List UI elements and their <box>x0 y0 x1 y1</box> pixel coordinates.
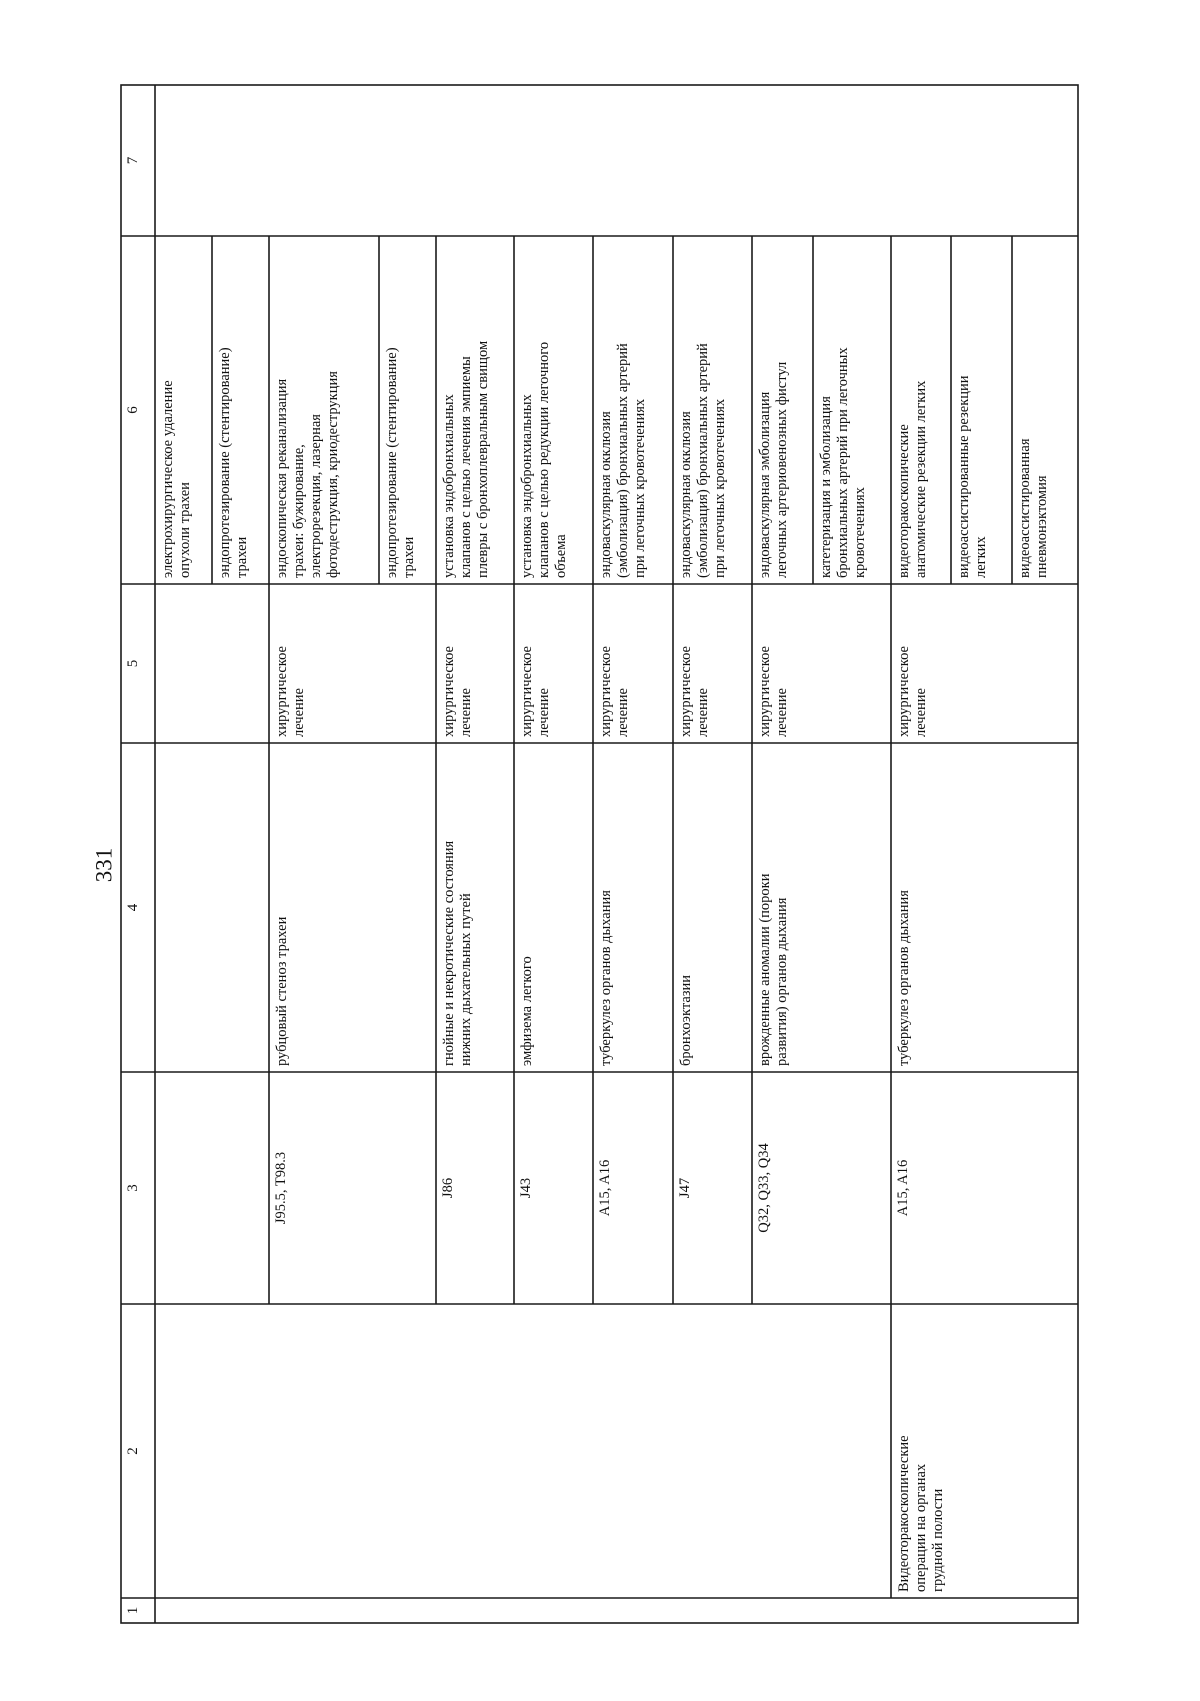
cell-text: хирургическое лечение <box>519 646 552 737</box>
cell-text: хирургическое лечение <box>598 646 631 737</box>
table-cell <box>891 1304 1078 1598</box>
table-cell <box>593 236 673 584</box>
table-cell <box>891 1072 1078 1304</box>
cell-text: J95.5, T98.3 <box>273 1151 289 1225</box>
cell-text: катетеризация и эмболизация бронхиальных артерий при легочных кровотечениях <box>818 347 868 578</box>
table-cell <box>673 743 752 1072</box>
table-cell <box>436 584 514 743</box>
table-cell <box>752 584 891 743</box>
cell-text: установка эндобронхиальных клапанов с целью редукции легочного объема <box>519 341 569 578</box>
cell-text: рубцовый стеноз трахеи <box>274 916 290 1066</box>
header-col-1 <box>121 1598 155 1623</box>
table-cell <box>813 236 891 584</box>
table-cell <box>673 236 752 584</box>
cell-text: Q32, Q33, Q34 <box>756 1143 772 1233</box>
table-cell <box>269 584 436 743</box>
cell-text: хирургическое лечение <box>757 646 790 737</box>
header-col-6 <box>121 236 155 584</box>
table-cell <box>269 1072 436 1304</box>
table-cell <box>951 236 1012 584</box>
table-cell <box>673 1072 752 1304</box>
table-cell <box>379 236 436 584</box>
table-cell <box>514 584 593 743</box>
table-cell <box>891 236 951 584</box>
cell-text: эндоскопическая реканализация трахеи: бужирование, электрорезекция, лазерная фотодеструкция, криодеструкция <box>274 371 341 578</box>
cell-text: эндоваскулярная эмболизация легочных артериовенозных фистул <box>757 361 790 578</box>
cell-text: установка эндобронхиальных клапанов с целью лечения эмпиемы плевры с бронхоплевральным свищом <box>441 340 491 578</box>
table-cell <box>212 236 269 584</box>
cell-text: видеоторакоскопические анатомические резекции легких <box>896 380 929 578</box>
header-col-4 <box>121 743 155 1072</box>
cell-text: A15, A16 <box>597 1159 613 1217</box>
cell-text: видеоассистированная пневмонэктомия <box>1017 438 1050 578</box>
cell-text: A15, A16 <box>895 1159 911 1217</box>
page-number-text: 331 <box>91 847 116 883</box>
cell-text: гнойные и некротические состояния нижних дыхательных путей <box>441 840 474 1066</box>
table-cell <box>436 236 514 584</box>
cell-text: эндоваскулярная окклюзия (эмболизация) бронхиальных артерий при легочных кровотечениях <box>598 343 648 578</box>
table-cell <box>436 743 514 1072</box>
table-cell <box>514 236 593 584</box>
cell-text: бронхоэктазии <box>678 974 694 1066</box>
table-cell <box>891 584 1078 743</box>
table-cell <box>673 584 752 743</box>
header-col-7-text: 7 <box>125 156 141 165</box>
table-cell <box>514 1072 593 1304</box>
table-cell <box>752 1072 891 1304</box>
cell-text: эндопротезирование (стентирование) трахеи <box>217 347 250 578</box>
table-cell <box>752 236 813 584</box>
header-col-1-text: 1 <box>125 1606 141 1615</box>
table-cell <box>752 743 891 1072</box>
cell-text: J47 <box>677 1177 693 1199</box>
table-cell <box>1012 236 1078 584</box>
header-col-2 <box>121 1304 155 1598</box>
cell-text: Видеоторакоскопические операции на органах грудной полости <box>896 1435 946 1592</box>
header-col-4-text: 4 <box>125 903 141 912</box>
cell-text: электрохирургическое удаление опухоли трахеи <box>160 380 193 578</box>
header-col-5 <box>121 584 155 743</box>
cell-text: врожденные аномалии (пороки развития) органов дыхания <box>757 873 790 1066</box>
cell-text: эндоваскулярная окклюзия (эмболизация) бронхиальных артерий при легочных кровотечениях <box>678 343 728 578</box>
table-cell <box>269 236 379 584</box>
table-cell <box>155 236 212 584</box>
table-cell <box>269 743 436 1072</box>
table-cell <box>593 743 673 1072</box>
cell-text: хирургическое лечение <box>896 646 929 737</box>
cell-text: хирургическое лечение <box>441 646 474 737</box>
table-cell <box>593 1072 673 1304</box>
cell-text: видеоассистированные резекции легких <box>956 375 989 578</box>
table-cell <box>514 743 593 1072</box>
header-col-5-text: 5 <box>125 659 141 668</box>
cell-text: эмфизема легкого <box>519 956 535 1066</box>
header-col-6-text: 6 <box>125 406 141 414</box>
header-col-7 <box>121 85 155 236</box>
table-cell <box>436 1072 514 1304</box>
table-cell <box>891 743 1078 1072</box>
cell-text: эндопротезирование (стентирование) трахеи <box>384 347 417 578</box>
cell-text: J86 <box>440 1177 456 1199</box>
cell-text: туберкулез органов дыхания <box>598 890 614 1066</box>
cell-text: хирургическое лечение <box>678 646 711 737</box>
header-col-3-text: 3 <box>125 1184 141 1192</box>
table-cell <box>593 584 673 743</box>
cell-text: J43 <box>518 1177 534 1199</box>
header-col-2-text: 2 <box>125 1447 141 1455</box>
cell-text: туберкулез органов дыхания <box>896 890 912 1066</box>
cell-text: хирургическое лечение <box>274 646 307 737</box>
header-col-3 <box>121 1072 155 1304</box>
